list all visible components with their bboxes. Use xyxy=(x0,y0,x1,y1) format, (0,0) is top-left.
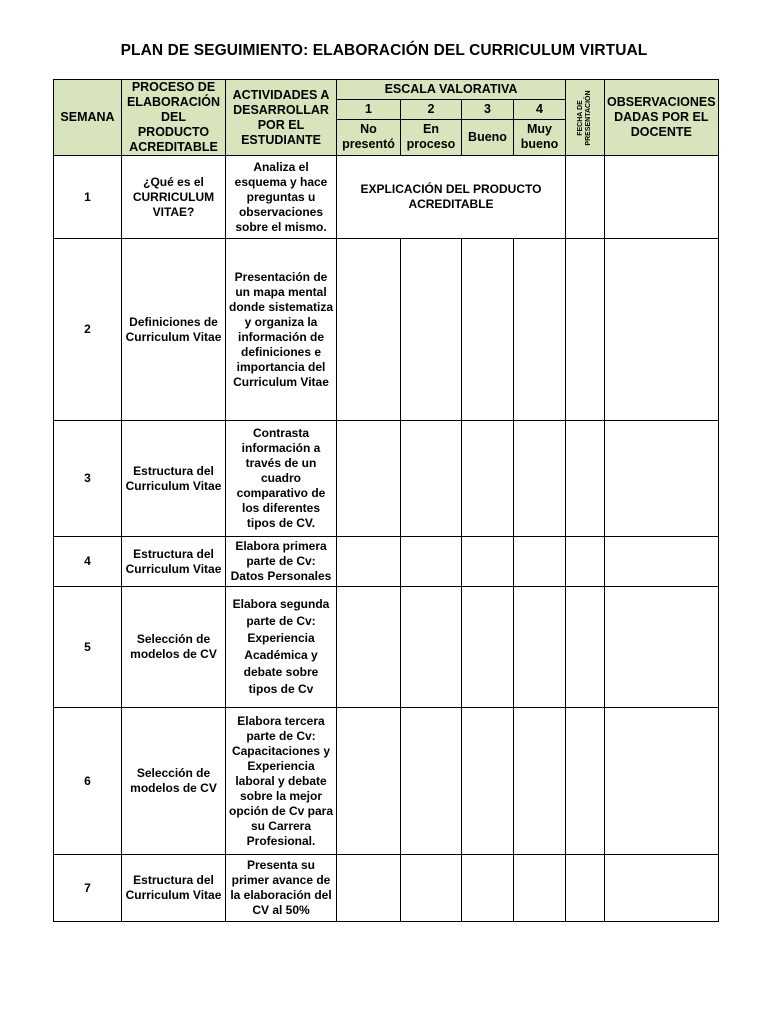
scale-label: En proceso xyxy=(401,119,462,155)
header-actividades: ACTIVIDADES A DESARROLLAR POR EL ESTUDIANTE xyxy=(226,80,337,156)
week-number: 6 xyxy=(54,708,122,855)
scale-cell xyxy=(462,421,514,537)
page-title: PLAN DE SEGUIMIENTO: ELABORACIÓN DEL CURRICULUM VIRTUAL xyxy=(120,42,648,59)
table-row xyxy=(54,421,719,537)
scale-cell xyxy=(514,421,566,537)
scale-cell xyxy=(514,708,566,855)
table-row xyxy=(54,587,719,708)
table-row xyxy=(54,708,719,855)
header-escala: ESCALA VALORATIVA xyxy=(337,80,566,100)
process-cell: Selección de modelos de CV xyxy=(122,587,226,708)
scale-cell xyxy=(401,239,462,421)
scale-cell xyxy=(337,421,401,537)
scale-number: 2 xyxy=(401,100,462,119)
fecha-cell xyxy=(566,421,605,537)
scale-cell xyxy=(337,708,401,855)
week-number: 7 xyxy=(54,855,122,922)
observaciones-cell xyxy=(605,855,719,922)
fecha-cell xyxy=(566,537,605,587)
activity-cell: Presentación de un mapa mental donde sistematiza y organiza la información de definiciones e importancia del Curriculum Vitae xyxy=(226,239,337,421)
week-number: 4 xyxy=(54,537,122,587)
fecha-cell xyxy=(566,708,605,855)
observaciones-cell xyxy=(605,708,719,855)
week-number: 3 xyxy=(54,421,122,537)
scale-cell xyxy=(401,708,462,855)
fecha-cell xyxy=(566,239,605,421)
scale-cell xyxy=(462,239,514,421)
scale-label: Bueno xyxy=(462,119,514,155)
scale-cell xyxy=(337,587,401,708)
scale-cell xyxy=(514,855,566,922)
activity-cell: Elabora tercera parte de Cv: Capacitaciones y Experiencia laboral y debate sobre la mejor opción de Cv para su Carrera Profesional. xyxy=(226,708,337,855)
activity-cell: Elabora primera parte de Cv: Datos Personales xyxy=(226,537,337,587)
scale-cell xyxy=(337,855,401,922)
table-row xyxy=(54,239,719,421)
header-observaciones: OBSERVACIONES DADAS POR EL DOCENTE xyxy=(605,80,719,156)
scale-label: Muy bueno xyxy=(514,119,566,155)
scale-cell xyxy=(462,587,514,708)
header-semana: SEMANA xyxy=(54,80,122,156)
scale-cell xyxy=(401,587,462,708)
table-row xyxy=(54,537,719,587)
week-number: 5 xyxy=(54,587,122,708)
process-cell: Estructura del Curriculum Vitae xyxy=(122,855,226,922)
week-number: 1 xyxy=(54,156,122,239)
scale-cell xyxy=(514,587,566,708)
fecha-cell xyxy=(566,855,605,922)
activity-cell: Analiza el esquema y hace preguntas u observaciones sobre el mismo. xyxy=(226,156,337,239)
scale-cell xyxy=(462,708,514,855)
scale-number: 1 xyxy=(337,100,401,119)
process-cell: Estructura del Curriculum Vitae xyxy=(122,537,226,587)
activity-cell: Presenta su primer avance de la elaboración del CV al 50% xyxy=(226,855,337,922)
scale-number: 3 xyxy=(462,100,514,119)
fecha-cell xyxy=(566,587,605,708)
fecha-cell xyxy=(566,156,605,239)
process-cell: Definiciones de Curriculum Vitae xyxy=(122,239,226,421)
header-proceso: PROCESO DE ELABORACIÓN DEL PRODUCTO ACREDITABLE xyxy=(122,80,226,156)
observaciones-cell xyxy=(605,421,719,537)
table-row xyxy=(54,156,719,239)
observaciones-cell xyxy=(605,156,719,239)
scale-cell xyxy=(462,855,514,922)
scale-cell xyxy=(462,537,514,587)
scale-cell xyxy=(514,537,566,587)
scale-cell xyxy=(337,239,401,421)
header-fecha-label: FECHA DE PRESENTACIÓN xyxy=(577,89,592,146)
process-cell: ¿Qué es el CURRICULUM VITAE? xyxy=(122,156,226,239)
observaciones-cell xyxy=(605,239,719,421)
scale-cell xyxy=(401,855,462,922)
explicacion-cell: EXPLICACIÓN DEL PRODUCTO ACREDITABLE xyxy=(337,156,566,239)
process-cell: Selección de modelos de CV xyxy=(122,708,226,855)
observaciones-cell xyxy=(605,537,719,587)
scale-cell xyxy=(337,537,401,587)
week-number: 2 xyxy=(54,239,122,421)
scale-cell xyxy=(401,421,462,537)
scale-cell xyxy=(401,537,462,587)
scale-label: No presentó xyxy=(337,119,401,155)
table-row xyxy=(54,855,719,922)
observaciones-cell xyxy=(605,587,719,708)
scale-number: 4 xyxy=(514,100,566,119)
activity-cell: Elabora segunda parte de Cv: Experiencia Académica y debate sobre tipos de Cv xyxy=(226,587,337,708)
tracking-table xyxy=(53,79,719,922)
activity-cell: Contrasta información a través de un cuadro comparativo de los diferentes tipos de CV. xyxy=(226,421,337,537)
header-fecha xyxy=(566,80,605,156)
process-cell: Estructura del Curriculum Vitae xyxy=(122,421,226,537)
scale-cell xyxy=(514,239,566,421)
